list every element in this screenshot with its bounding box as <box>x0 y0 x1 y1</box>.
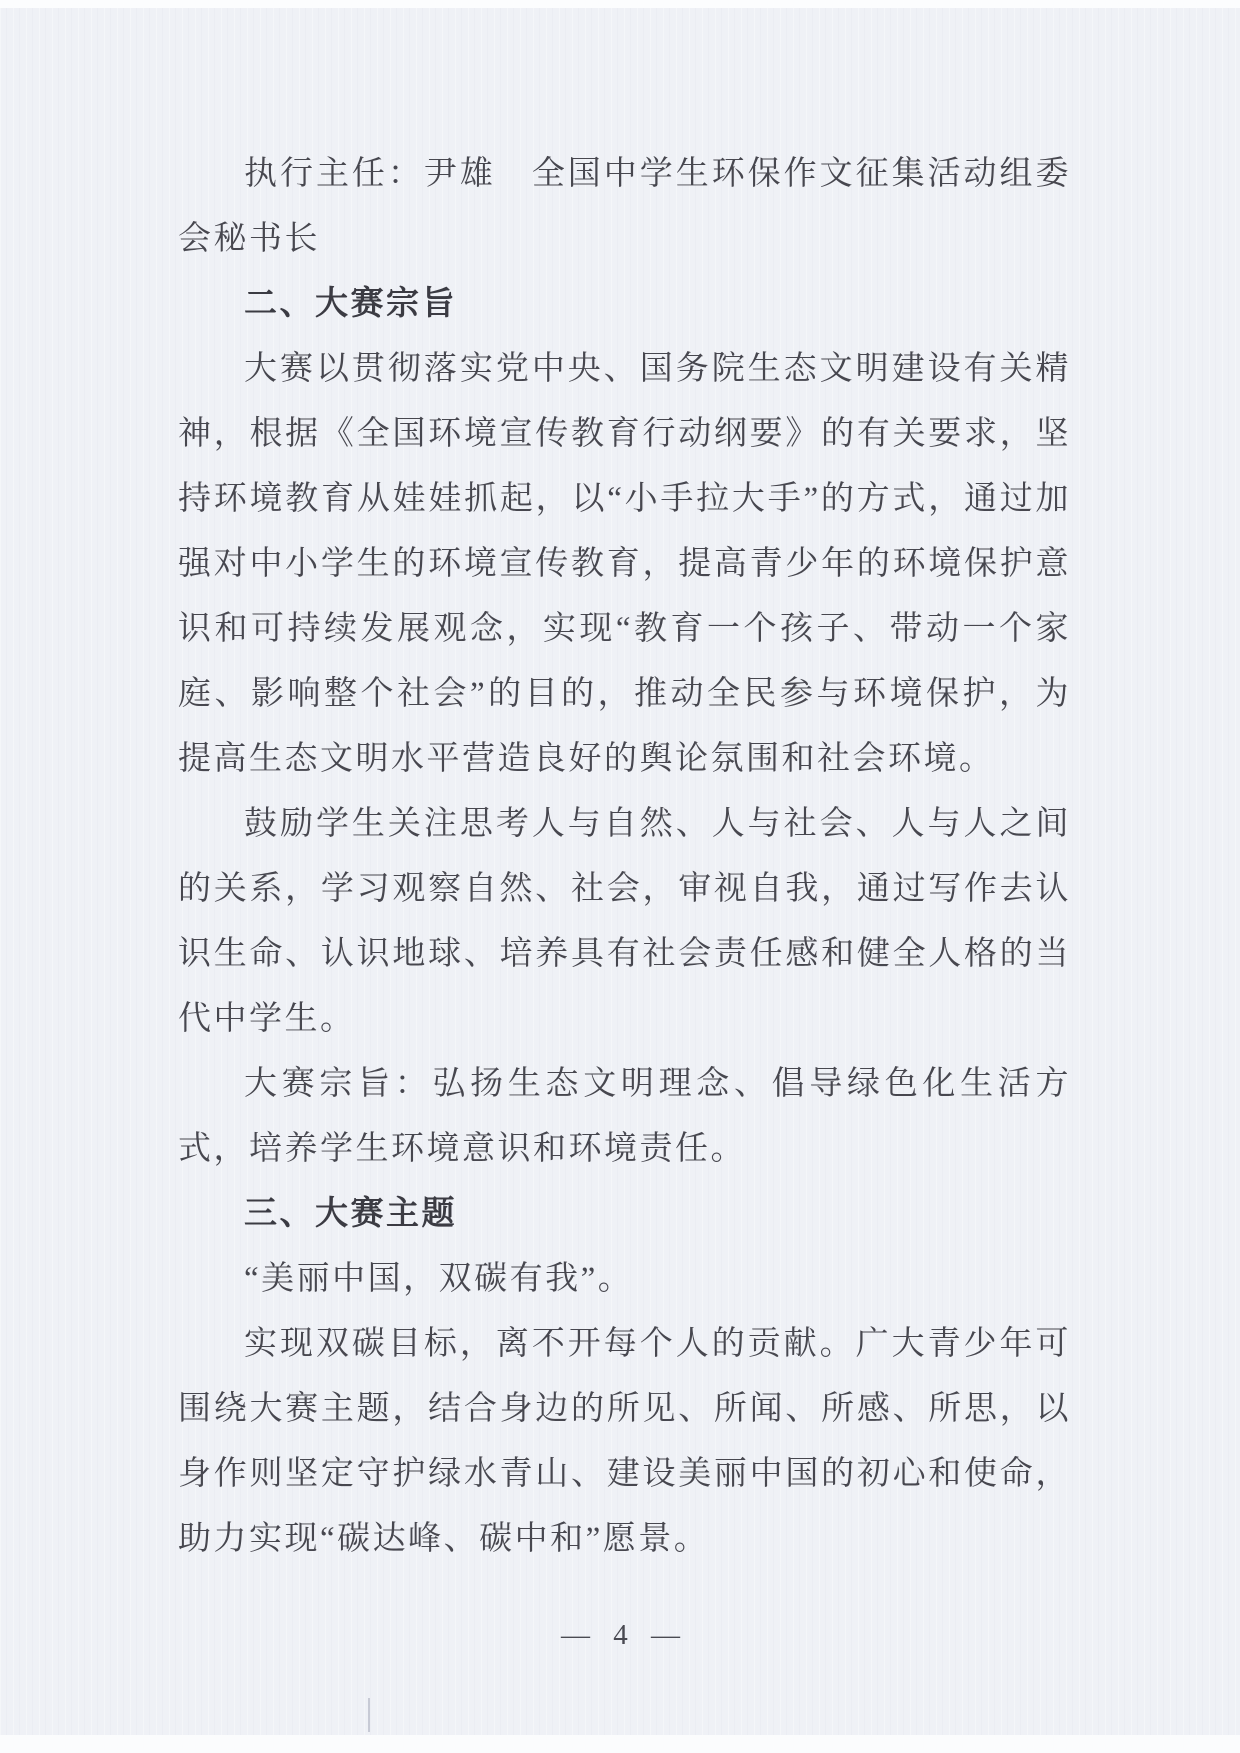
paragraph-purpose-summary: 大赛宗旨：弘扬生态文明理念、倡导绿色化生活方式，培养学生环境意识和环境责任。 <box>178 1066 1071 1167</box>
scan-artifact-mark <box>368 1698 370 1732</box>
section-heading-contest-purpose: 二、大赛宗旨 <box>244 286 457 322</box>
paragraph-theme-description: 实现双碳目标，离不开每个人的贡献。广大青少年可围绕大赛主题，结合身边的所见、所闻、所感、所思，以身作则坚定守护绿水青山、建设美丽中国的初心和使命，助力实现“碳达峰、碳中和”愿景。 <box>178 1326 1071 1557</box>
page-number: — 4 — <box>561 1619 688 1651</box>
scan-edge-top <box>0 0 1240 8</box>
paragraph-purpose-students: 鼓励学生关注思考人与自然、人与社会、人与人之间的关系，学习观察自然、社会，审视自我，通过写作去认识生命、认识地球、培养具有社会责任感和健全人格的当代中学生。 <box>178 806 1071 1037</box>
section-heading-contest-theme: 三、大赛主题 <box>244 1196 457 1232</box>
paragraph-theme-slogan: “美丽中国，双碳有我”。 <box>244 1261 634 1297</box>
scan-edge-bottom <box>0 1735 1240 1753</box>
paragraph-purpose-policy: 大赛以贯彻落实党中央、国务院生态文明建设有关精神，根据《全国环境宣传教育行动纲要》的有关要求，坚持环境教育从娃娃抓起，以“小手拉大手”的方式，通过加强对中小学生的环境宣传教育，提高青少年的环境保护意识和可持续发展观念，实现“教育一个孩子、带动一个家庭、影响整个社会”的目的，推动全民参与环境保护，为提高生态文明水平营造良好的舆论氛围和社会环境。 <box>178 351 1071 777</box>
page-content <box>178 142 1071 1572</box>
paragraph-executive-director: 执行主任：尹雄 全国中学生环保作文征集活动组委会秘书长 <box>178 156 1071 257</box>
